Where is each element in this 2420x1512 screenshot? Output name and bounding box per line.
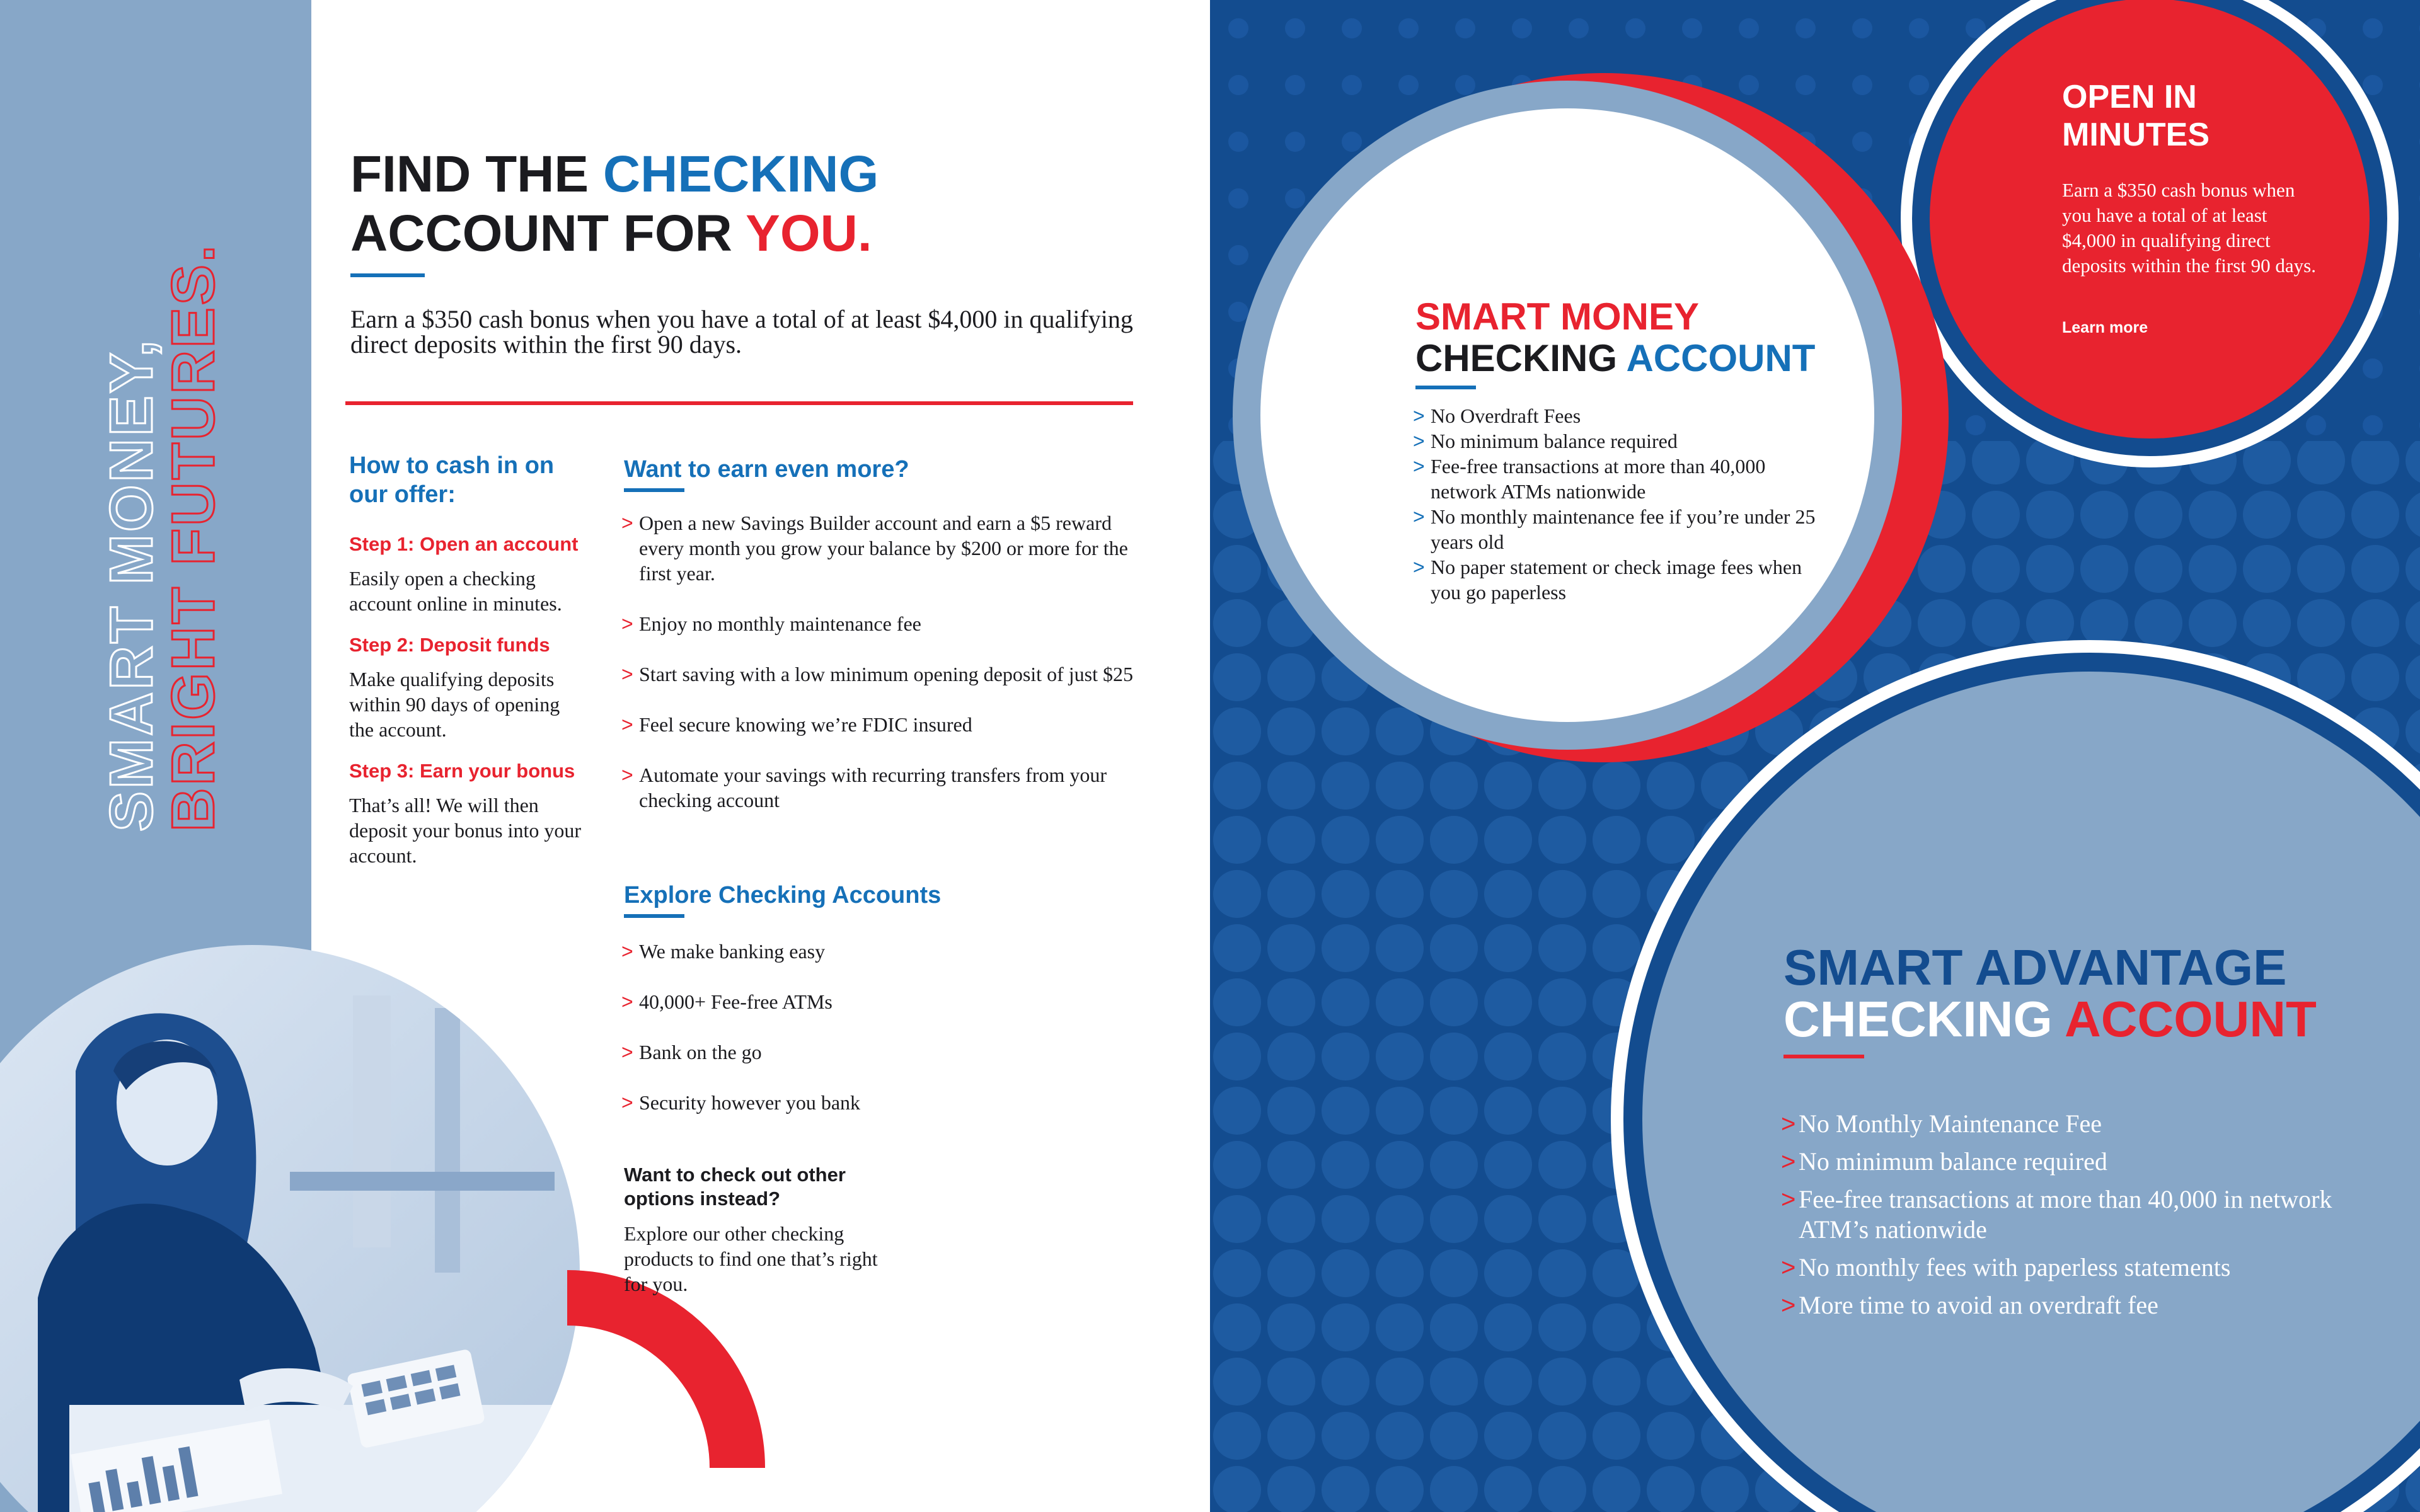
open-in-minutes-title: OPEN IN MINUTES — [2062, 79, 2210, 153]
list-item: > Feel secure knowing we’re FDIC insured — [621, 713, 972, 736]
title-part-3: ACCOUNT FOR — [350, 205, 746, 262]
list-item: > Enjoy no monthly maintenance fee — [621, 612, 921, 635]
intro-text: Earn a $350 cash bonus when you have a total of at least $4,000 in qualifying direct deposits within the first 90 days. — [350, 305, 1133, 358]
smart-advantage-underline — [1783, 1055, 1864, 1058]
smart-advantage-features — [1781, 1109, 2348, 1320]
title-part-4: YOU. — [746, 205, 872, 262]
list-item: > No minimum balance required — [1413, 430, 1678, 452]
tagline-line-2: BRIGHT FUTURES. — [159, 243, 227, 832]
other-options-body: Explore our other checking products to find one that’s right for you. — [624, 1222, 878, 1295]
list-item[interactable]: > Bank on the go — [621, 1041, 762, 1063]
smart-money-underline — [1415, 386, 1476, 389]
list-item[interactable]: > 40,000+ Fee-free ATMs — [621, 990, 833, 1013]
earn-more-underline — [624, 488, 684, 492]
list-item: > Start saving with a low minimum opening deposit of just $25 — [621, 663, 1133, 685]
smart-money-title-checking: CHECKING — [1415, 337, 1627, 379]
page-title — [350, 145, 918, 263]
learn-more-link[interactable]: Learn more — [2062, 319, 2148, 336]
smart-advantage-title — [1783, 939, 2317, 1047]
earn-more-heading: Want to earn even more? — [624, 456, 909, 483]
title-underline — [350, 273, 425, 277]
list-item: > No paper statement or check image fees when you go paperless — [1413, 556, 1802, 604]
list-item: > More time to avoid an overdraft fee — [1781, 1291, 2158, 1319]
smart-money-title-account: ACCOUNT — [1626, 337, 1816, 379]
list-item: > Fee-free transactions at more than 40,000 network ATMs nationwide — [1413, 455, 1766, 503]
earn-more-list — [621, 510, 1138, 813]
step-1-body: Easily open a checking account online in minutes. — [349, 567, 562, 615]
list-item[interactable]: > Security however you bank — [621, 1091, 861, 1114]
list-item: > Fee-free transactions at more than 40,000 in network ATM’s nationwide — [1781, 1185, 2332, 1244]
title-part-2: CHECKING — [602, 146, 879, 203]
explore-list — [621, 939, 1063, 1115]
step-2-title: Step 2: Deposit funds — [349, 634, 550, 656]
list-item: > No monthly fees with paperless statements — [1781, 1253, 2231, 1281]
list-item: > No Monthly Maintenance Fee — [1781, 1109, 2102, 1138]
smart-money-features — [1413, 403, 1816, 605]
list-item: > No monthly maintenance fee if you’re under 25 years old — [1413, 505, 1816, 553]
smart-money-title-line-1: SMART MONEY — [1415, 295, 1699, 338]
vertical-tagline — [98, 243, 227, 832]
tagline-line-1: SMART MONEY, — [98, 337, 165, 832]
step-1-title: Step 1: Open an account — [349, 533, 579, 555]
explore-heading: Explore Checking Accounts — [624, 882, 942, 908]
title-part-1: FIND THE — [350, 146, 603, 203]
smart-money-title — [1415, 296, 1815, 379]
list-item: > No Overdraft Fees — [1413, 404, 1581, 427]
other-options-heading: Want to check out other options instead? — [624, 1164, 846, 1210]
woman-with-calculator-photo — [0, 945, 592, 1512]
list-item: > Open a new Savings Builder account and earn a $5 reward every month you grow your balance by $200 or more for the first year. — [621, 512, 1128, 585]
step-2-body: Make qualifying deposits within 90 days of opening the account. — [349, 668, 560, 741]
how-to-heading: How to cash in on our offer: — [349, 452, 555, 508]
smart-advantage-title-checking: CHECKING — [1783, 991, 2065, 1047]
smart-advantage-title-account: ACCOUNT — [2064, 991, 2317, 1047]
step-3-title: Step 3: Earn your bonus — [349, 760, 575, 782]
list-item: > No minimum balance required — [1781, 1147, 2107, 1176]
list-item[interactable]: > We make banking easy — [621, 940, 826, 963]
explore-underline — [624, 914, 684, 918]
open-in-minutes-body: Earn a $350 cash bonus when you have a total of at least $4,000 in qualifying direct deposits within the first 90 days. — [2062, 179, 2316, 277]
step-3-body: That’s all! We will then deposit your bonus into your account. — [349, 794, 581, 867]
smart-advantage-title-line-1: SMART ADVANTAGE — [1783, 939, 2287, 995]
list-item: > Automate your savings with recurring transfers from your checking account — [621, 764, 1107, 811]
section-divider — [345, 401, 1133, 405]
